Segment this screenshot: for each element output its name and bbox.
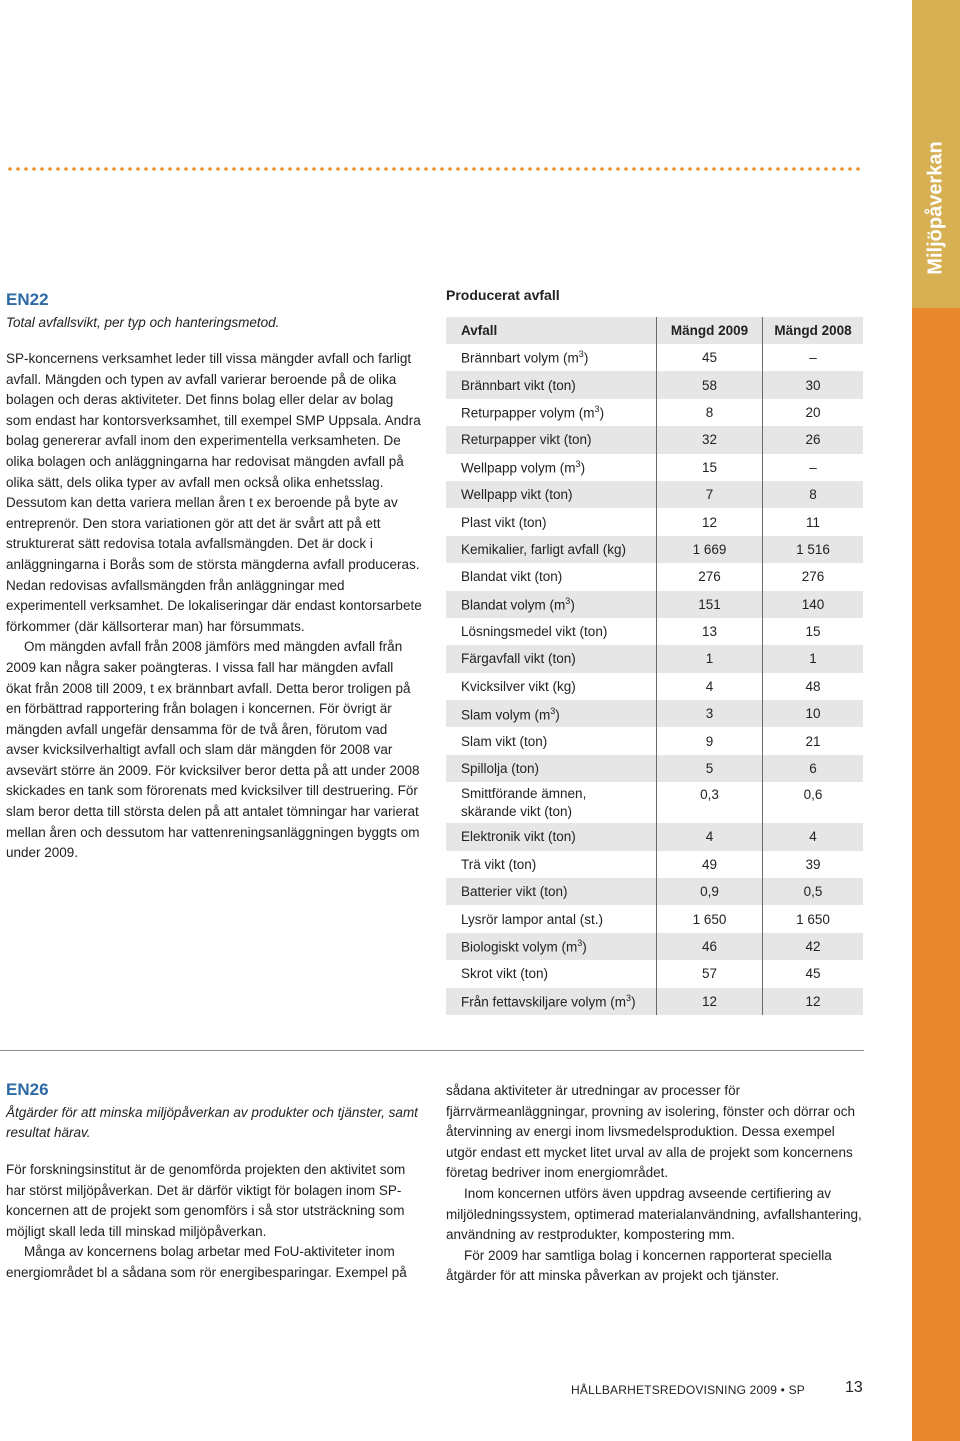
header-avfall: Avfall [446, 317, 657, 344]
table-row [446, 426, 863, 453]
waste-type-cell [446, 591, 657, 618]
waste-type-cell [446, 933, 657, 960]
value-2009: 8 [657, 399, 763, 426]
value-2009: 4 [657, 673, 763, 700]
value-2008: 1 650 [763, 905, 864, 932]
waste-type-cell [446, 481, 657, 508]
waste-table-title: Producerat avfall [446, 287, 560, 303]
waste-type-cell [446, 371, 657, 398]
value-2008: 0,5 [763, 878, 864, 905]
value-2009: 276 [657, 563, 763, 590]
dotted-divider [6, 166, 864, 172]
value-2008: 6 [763, 755, 864, 782]
waste-type-cell [446, 700, 657, 727]
waste-type-cell [446, 426, 657, 453]
value-2009: 1 669 [657, 536, 763, 563]
waste-type-label: Plast vikt (ton) [461, 514, 547, 530]
value-2009: 0,9 [657, 878, 763, 905]
waste-table-body [446, 344, 863, 1015]
value-2009: 57 [657, 960, 763, 987]
unit-superscript: 3 [594, 404, 600, 415]
value-2008: 45 [763, 960, 864, 987]
en22-paragraph-2: Om mängden avfall från 2008 jämförs med mängden avfall från 2009 kan några saker poängteras. I vissa fall har mängden avfall ökat från 2008 till 2009, t ex brännbart avfall. Detta beror troligen på en förbättrad rapportering från bolagen i koncernen. För övrigt är mängden avfall ungefär densamma för de två åren, förutom vad avser kvicksilverhaltigt avfall och slam där mängden för 2008 var avsevärt större än 2009. För kvicksilver beror detta på att under 2008 skickades en tank som förorenats med kvicksilver till destruering. För slam beror detta till största delen på att antalet tömningar har varierat mellan åren och dessutom har vattenreningsanläggningen byggts om under 2009. [6, 639, 420, 861]
waste-type-cell [446, 673, 657, 700]
waste-type-label: Från fettavskiljare volym (m [461, 994, 627, 1010]
waste-type-label: Färgavfall vikt (ton) [461, 651, 576, 667]
value-2008: 21 [763, 727, 864, 754]
waste-type-label: Returpapper volym (m [461, 405, 595, 421]
value-2008: – [763, 344, 864, 371]
waste-type-label: Lösningsmedel vikt (ton) [461, 624, 608, 640]
waste-type-label-line2: skärande vikt (ton) [461, 803, 573, 819]
value-2009: 151 [657, 591, 763, 618]
value-2008: 140 [763, 591, 864, 618]
en22-paragraph-1: SP-koncernens verksamhet leder till vissa mängder avfall och farligt avfall. Mängden och typen av avfall varierar beroende på de olika bolagen och deras aktiviteter. Det finns bolag eller delar av bolag som endast har kontorsverksamhet, till exempel SMP Uppsala. Andra bolag genererar avfall inom den experimentella verksamheten. De olika bolagen och anläggningarna har redovisat mängden avfall på olika sätt, dels olika typer av avfall men också olika enhetsslag. Dessutom kan detta variera mellan åren t ex beroende på byte av entreprenör. Den stora variationen gör att det är svårt att på ett strukturerat sätt redovisa totala avfallsmängden. Det är dock i anläggningarna i Borås som de största mängderna avfall produceras. Nedan redovisas avfallsmängden från anläggningar med experimentell verksamhet. De lokaliseringar där endast kontorsarbete förkommer (där källsorterar man) har försummats. [6, 351, 422, 634]
value-2009: 13 [657, 618, 763, 645]
table-row [446, 878, 863, 905]
value-2008: 0,6 [763, 782, 864, 823]
table-row [446, 851, 863, 878]
waste-type-cell [446, 960, 657, 987]
value-2008: 276 [763, 563, 864, 590]
waste-type-label: Kvicksilver vikt (kg) [461, 678, 576, 694]
waste-type-label: Wellpapp vikt (ton) [461, 487, 573, 503]
value-2009: 4 [657, 823, 763, 850]
unit-close: ) [583, 350, 589, 366]
value-2009: 12 [657, 508, 763, 535]
value-2009: 5 [657, 755, 763, 782]
unit-close: ) [570, 597, 575, 613]
en22-code: EN22 [6, 290, 49, 309]
value-2008: 10 [763, 700, 864, 727]
table-row [446, 481, 863, 508]
waste-type-cell [446, 618, 657, 645]
en26-body-left [6, 1160, 422, 1284]
en26-code: EN26 [6, 1080, 49, 1099]
waste-type-label: Returpapper vikt (ton) [461, 432, 592, 448]
en22-subtitle: Total avfallsvikt, per typ och hanteringsmetod. [6, 315, 280, 330]
waste-type-label: Smittförande ämnen, [461, 785, 587, 801]
footer-report-title: HÅLLBARHETSREDOVISNING 2009 • SP [571, 1383, 806, 1397]
table-row [446, 344, 863, 371]
value-2008: 15 [763, 618, 864, 645]
value-2008: 12 [763, 988, 864, 1015]
value-2008: 39 [763, 851, 864, 878]
value-2008: 1 [763, 645, 864, 672]
value-2008: 26 [763, 426, 864, 453]
section-side-title: Miljöpåverkan [924, 141, 947, 275]
waste-type-label: Elektronik vikt (ton) [461, 829, 576, 845]
table-row [446, 591, 863, 618]
waste-type-label: Brännbart vikt (ton) [461, 377, 576, 393]
header-mangd-2009: Mängd 2009 [657, 317, 763, 344]
table-row [446, 645, 863, 672]
waste-type-cell [446, 344, 657, 371]
table-row [446, 618, 863, 645]
value-2009: 3 [657, 700, 763, 727]
unit-superscript: 3 [550, 705, 556, 716]
value-2008: 42 [763, 933, 864, 960]
value-2009: 45 [657, 344, 763, 371]
table-row [446, 755, 863, 782]
waste-type-cell [446, 727, 657, 754]
value-2009: 15 [657, 454, 763, 481]
waste-type-cell [446, 563, 657, 590]
waste-type-cell [446, 988, 657, 1015]
en26-paragraph-1: För forskningsinstitut är de genomförda projekten den aktivitet som har störst miljöpåverkan. Det är därför viktigt för bolagen inom SP-koncernen att de projekt som genomförs i så stor utsträckning som möjligt skall leda till minskad miljöpåverkan. [6, 1162, 406, 1239]
waste-type-cell [446, 878, 657, 905]
unit-superscript: 3 [626, 993, 632, 1004]
table-row [446, 563, 863, 590]
value-2008: 20 [763, 399, 864, 426]
value-2009: 1 650 [657, 905, 763, 932]
header-mangd-2008: Mängd 2008 [763, 317, 864, 344]
value-2008: 11 [763, 508, 864, 535]
en22-body [6, 349, 422, 864]
value-2008: 8 [763, 481, 864, 508]
waste-type-cell [446, 508, 657, 535]
page-number: 13 [845, 1379, 863, 1396]
en26-body-right [446, 1081, 864, 1287]
waste-type-cell [446, 905, 657, 932]
waste-type-label: Skrot vikt (ton) [461, 966, 549, 982]
unit-superscript: 3 [565, 595, 571, 606]
unit-close: ) [580, 460, 586, 476]
table-row [446, 905, 863, 932]
waste-type-label: Spillolja (ton) [461, 761, 540, 777]
en26-paragraph-2: Många av koncernens bolag arbetar med FoU-aktiviteter inom energiområdet bl a sådana som rör energibesparingar. Exempel på [6, 1244, 407, 1280]
unit-close: ) [582, 939, 587, 955]
value-2008: 1 516 [763, 536, 864, 563]
waste-type-label: Lysrör lampor antal (st.) [461, 911, 604, 927]
en26-paragraph-3: sådana aktiviteter är utredningar av processer för fjärrvärmeanläggningar, provning av isolering, fönster och dörrar och återvinning av energi inom livsmedelsproduktion. Dessa exempel utgör endast ett mycket litet urval av alla de projekt som koncernens företag bedriver inom energiområdet. [446, 1083, 855, 1181]
en22-section [6, 290, 422, 864]
value-2009: 1 [657, 645, 763, 672]
value-2008: 30 [763, 371, 864, 398]
unit-close: ) [631, 994, 636, 1010]
value-2008: – [763, 454, 864, 481]
unit-superscript: 3 [575, 459, 581, 469]
table-row [446, 933, 863, 960]
waste-type-label: Blandat volym (m [461, 597, 566, 613]
table-row [446, 536, 863, 563]
waste-type-label: Slam volym (m [461, 707, 551, 723]
value-2009: 58 [657, 371, 763, 398]
waste-type-cell [446, 454, 657, 481]
waste-type-cell [446, 645, 657, 672]
value-2009: 0,3 [657, 782, 763, 823]
waste-type-label: Brännbart volym (m [461, 350, 579, 366]
table-row [446, 508, 863, 535]
waste-type-label: Kemikalier, farligt avfall (kg) [461, 541, 627, 557]
unit-superscript: 3 [577, 938, 583, 949]
value-2009: 46 [657, 933, 763, 960]
waste-table [446, 317, 863, 1015]
waste-type-cell [446, 399, 657, 426]
waste-type-label: Blandat vikt (ton) [461, 569, 563, 585]
waste-type-cell [446, 851, 657, 878]
table-row [446, 823, 863, 850]
table-row [446, 399, 863, 426]
table-row [446, 960, 863, 987]
table-row [446, 782, 863, 823]
waste-type-cell [446, 755, 657, 782]
en26-subtitle: Åtgärder för att minska miljöpåverkan av produkter och tjänster, samt resultat härav. [6, 1105, 418, 1140]
value-2009: 49 [657, 851, 763, 878]
unit-superscript: 3 [578, 349, 584, 360]
table-row [446, 700, 863, 727]
value-2009: 7 [657, 481, 763, 508]
waste-type-cell [446, 536, 657, 563]
unit-close: ) [555, 707, 560, 723]
table-row [446, 988, 863, 1015]
value-2008: 48 [763, 673, 864, 700]
en26-paragraph-4: Inom koncernen utförs även uppdrag avseende certifiering av miljöledningssystem, optimerad materialanvändning, avfallshantering, användning av restprodukter, kompostering mm. [446, 1185, 862, 1243]
waste-type-cell [446, 782, 657, 823]
waste-type-label: Batterier vikt (ton) [461, 884, 568, 900]
waste-type-cell [446, 823, 657, 850]
waste-type-label: Slam vikt (ton) [461, 733, 548, 749]
value-2009: 32 [657, 426, 763, 453]
table-row [446, 727, 863, 754]
value-2008: 4 [763, 823, 864, 850]
en26-section [6, 1080, 422, 1284]
en26-paragraph-5: För 2009 har samtliga bolag i koncernen rapporterat speciella åtgärder för att minska påverkan av projekt och tjänster. [446, 1247, 832, 1284]
value-2009: 12 [657, 988, 763, 1015]
table-row [446, 454, 863, 481]
section-divider [0, 1050, 864, 1051]
waste-table-header-row [446, 317, 863, 344]
waste-type-label: Biologiskt volym (m [461, 939, 578, 955]
table-row [446, 673, 863, 700]
value-2009: 9 [657, 727, 763, 754]
waste-type-label: Trä vikt (ton) [461, 856, 537, 872]
unit-close: ) [599, 405, 605, 421]
table-row [446, 371, 863, 398]
waste-type-label: Wellpapp volym (m [461, 460, 576, 476]
